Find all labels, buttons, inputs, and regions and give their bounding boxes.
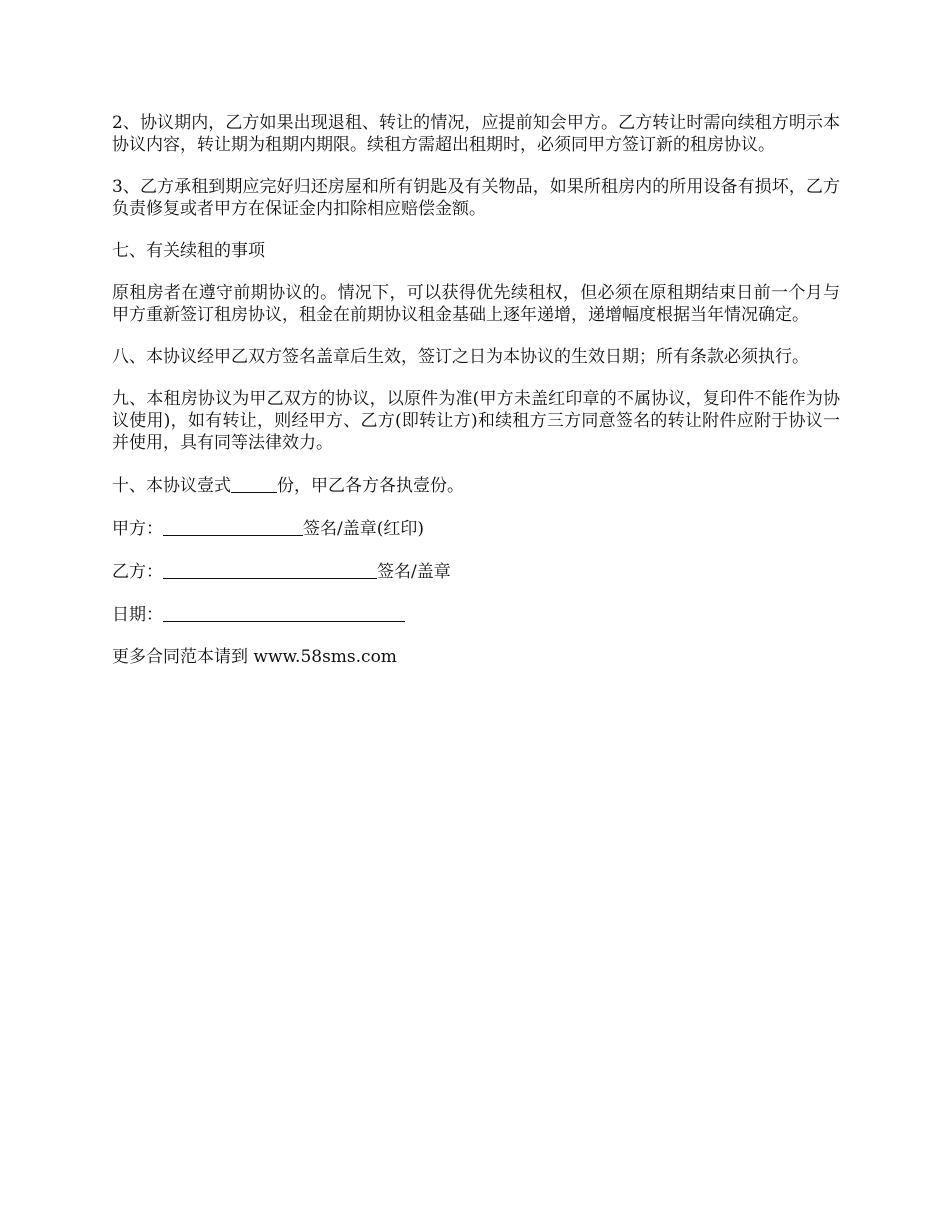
party-b-label: 乙方： bbox=[112, 562, 163, 582]
party-b-blank bbox=[163, 560, 377, 579]
section-10-suffix: 份，甲乙各方各执壹份。 bbox=[277, 476, 464, 496]
clause-2: 2、协议期内，乙方如果出现退租、转让的情况，应提前知会甲方。乙方转让时需向续租方明示本协议内容，转让期为租期内期限。续租方需超出租期时，必须同甲方签订新的租房协议。 bbox=[112, 113, 840, 155]
copies-blank bbox=[231, 474, 277, 493]
section-7-body: 原租房者在遵守前期协议的。情况下，可以获得优先续租权，但必须在原租期结束日前一个月与甲方重新签订租房协议，租金在前期协议租金基础上逐年递增，递增幅度根据当年情况确定。 bbox=[112, 283, 840, 325]
date-line bbox=[112, 603, 840, 626]
date-blank bbox=[163, 603, 405, 622]
party-b-suffix: 签名/盖章 bbox=[377, 562, 451, 582]
date-label: 日期： bbox=[112, 605, 163, 625]
section-10-prefix: 十、本协议壹式 bbox=[112, 476, 231, 496]
document-content bbox=[112, 112, 840, 688]
party-a-signature-line bbox=[112, 517, 840, 540]
party-a-blank bbox=[163, 517, 303, 536]
party-a-label: 甲方： bbox=[112, 519, 163, 539]
section-7-title: 七、有关续租的事项 bbox=[112, 241, 265, 261]
footer-more-contracts: 更多合同范本请到 www.58sms.com bbox=[112, 647, 397, 667]
clause-3: 3、乙方承租到期应完好归还房屋和所有钥匙及有关物品，如果所租房内的所用设备有损坏，乙方负责修复或者甲方在保证金内扣除相应赔偿金额。 bbox=[112, 177, 840, 219]
party-b-signature-line bbox=[112, 560, 840, 583]
section-9: 九、本租房协议为甲乙双方的协议，以原件为准(甲方未盖红印章的不属协议，复印件不能作为协议使用)，如有转让，则经甲方、乙方(即转让方)和续租方三方同意签名的转让附件应附于协议一并使用，具有同等法律效力。 bbox=[112, 389, 840, 453]
section-8: 八、本协议经甲乙双方签名盖章后生效，签订之日为本协议的生效日期；所有条款必须执行。 bbox=[112, 347, 809, 367]
section-10 bbox=[112, 474, 840, 497]
party-a-suffix: 签名/盖章(红印) bbox=[303, 519, 424, 539]
